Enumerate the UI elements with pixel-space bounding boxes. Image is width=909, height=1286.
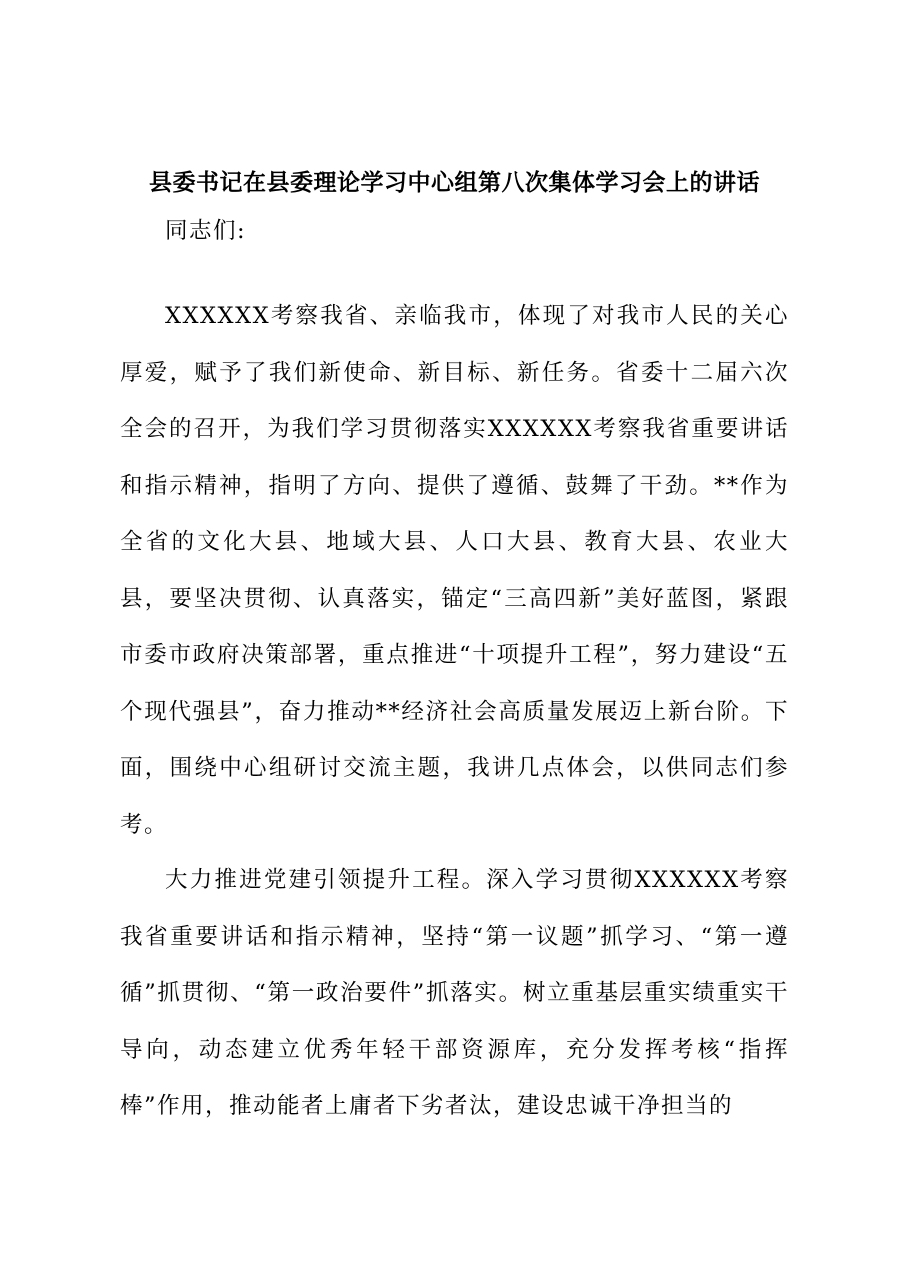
greeting: 同志们: bbox=[165, 218, 247, 244]
paragraph-party-building: 大力推进党建引领提升工程。深入学习贯彻XXXXXX考察我省重要讲话和指示精神，坚持“第一议题”抓学习、“第一遵循”抓贯彻、“第一政治要件”抓落实。树立重基层重实绩重实干导向，动态建立优秀年轻干部资源库，充分发挥考核“指挥棒”作用，推动能者上庸者下劣者汰，建设忠诚干净担当的 bbox=[120, 867, 789, 1119]
paragraph-intro: XXXXXX考察我省、亲临我市，体现了对我市人民的关心厚爱，赋予了我们新使命、新目标、新任务。省委十二届六次全会的召开，为我们学习贯彻落实XXXXXX考察我省重要讲话和指示精神，指明了方向、提供了遵循、鼓舞了干劲。**作为全省的文化大县、地域大县、人口大县、教育大县、农业大县，要坚决贯彻、认真落实，锚定“三高四新”美好蓝图，紧跟市委市政府决策部署，重点推进“十项提升工程”，努力建设“五个现代强县”，奋力推动**经济社会高质量发展迈上新台阶。下面，围绕中心组研讨交流主题，我讲几点体会，以供同志们参考。 bbox=[120, 303, 789, 838]
document-title: 县委书记在县委理论学习中心组第八次集体学习会上的讲话 bbox=[149, 169, 760, 196]
